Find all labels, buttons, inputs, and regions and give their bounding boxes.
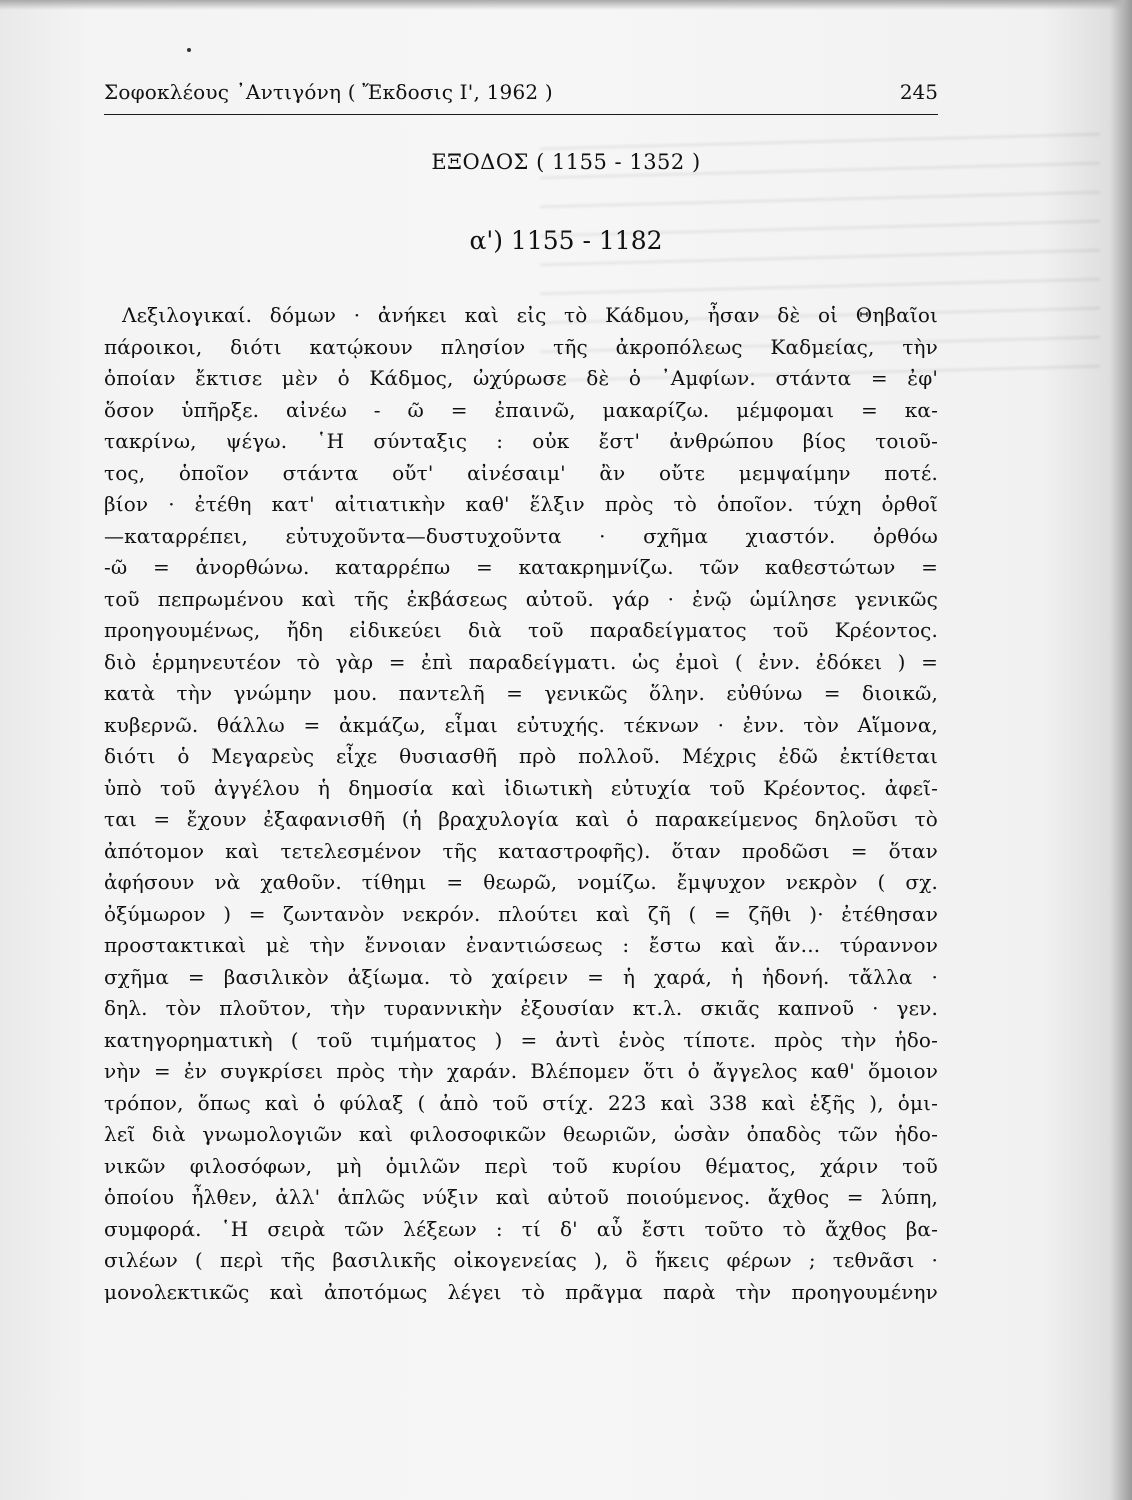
text-line: διότι ὁ Μεγαρεὺς εἶχε θυσιασθῆ πρὸ πολλοῦ. Μέχρις ἐδῶ ἐκτίθεται	[104, 744, 938, 768]
text-line: προηγουμένως, ἤδη εἰδικεύει διὰ τοῦ παραδείγματος τοῦ Κρέοντος.	[104, 618, 938, 642]
text-line: κατὰ τὴν γνώμην μου. παντελῆ = γενικῶς ὅλην. εὐθύνω = διοικῶ,	[104, 681, 938, 705]
text-line: ὁποίαν ἔκτισε μὲν ὁ Κάδμος, ὠχύρωσε δὲ ὁ ᾿Αμφίων. στάντα = ἐφ'	[104, 366, 938, 390]
text-line: κυβερνῶ. θάλλω = ἀκμάζω, εἶμαι εὐτυχής. τέκνων · ἐνν. τὸν Αἵμονα,	[104, 712, 938, 737]
text-line: ὀξύμωρον ) = ζωντανὸν νεκρόν. πλούτει καὶ ζῆ ( = ζῆθι )· ἐτέθησαν	[104, 901, 938, 926]
text-line: ται = ἔχουν ἐξαφανισθῆ (ἡ βραχυλογία καὶ ὁ παρακείμενος δηλοῦσι τὸ	[104, 807, 938, 831]
text-line: σχῆμα = βασιλικὸν ἀξίωμα. τὸ χαίρειν = ἡ χαρά, ἡ ἡδονή. τἄλλα ·	[104, 964, 938, 989]
text-line: κατηγορηματικὴ ( τοῦ τιμήματος ) = ἀντὶ ἑνὸς τίποτε. πρὸς τὴν ἡδο-	[104, 1027, 938, 1052]
text-line: ὁποίου ἦλθεν, ἀλλ' ἁπλῶς νύξιν καὶ αὐτοῦ ποιούμενος. ἄχθος = λύπη,	[104, 1185, 938, 1209]
text-line: μονολεκτικῶς καὶ ἀποτόμως λέγει τὸ πρᾶγμα παρὰ τὴν προηγουμένην	[104, 1279, 938, 1304]
text-line: νικῶν φιλοσόφων, μὴ ὁμιλῶν περὶ τοῦ κυρίου θέματος, χάριν τοῦ	[104, 1153, 938, 1178]
text-line: τος, ὁποῖον στάντα οὔτ' αἰνέσαιμ' ἂν οὔτε μεμψαίμην ποτέ.	[104, 460, 938, 485]
text-line: ἀπότομον καὶ τετελεσμένον τῆς καταστροφῆς). ὅταν προδῶσι = ὅταν	[104, 838, 938, 863]
text-line: ἀφήσουν νὰ χαθοῦν. τίθημι = θεωρῶ, νομίζω. ἔμψυχον νεκρὸν ( σχ.	[104, 870, 938, 894]
page-top-shadow	[0, 0, 1132, 10]
text-line: δηλ. τὸν πλοῦτον, τὴν τυραννικὴν ἐξουσίαν κτ.λ. σκιᾶς καπνοῦ · γεν.	[104, 996, 938, 1020]
text-line: βίον · ἐτέθη κατ' αἰτιατικὴν καθ' ἕλξιν πρὸς τὸ ὁποῖον. τύχη ὀρθοῖ	[104, 492, 938, 516]
text-line: τακρίνω, ψέγω. ῾Η σύνταξις : οὐκ ἔστ' ἀνθρώπου βίος τοιοῦ-	[104, 429, 938, 453]
text-line: ὑπὸ τοῦ ἀγγέλου ἡ δημοσία καὶ ἰδιωτικὴ εὐτυχία τοῦ Κρέοντος. ἀφεῖ-	[104, 775, 938, 800]
page-number: 245	[899, 80, 938, 104]
text-line: τρόπον, ὅπως καὶ ὁ φύλαξ ( ἀπὸ τοῦ στίχ. 223 καὶ 338 καὶ ἑξῆς ), ὁμι-	[104, 1090, 938, 1115]
text-line: συμφορά. ῾Η σειρὰ τῶν λέξεων : τί δ' αὖ ἔστι τοῦτο τὸ ἄχθος βα-	[104, 1216, 938, 1241]
text-line: τοῦ πεπρωμένου καὶ τῆς ἐκβάσεως αὐτοῦ. γάρ · ἐνῷ ὡμίλησε γενικῶς	[104, 586, 938, 611]
text-line: -ῶ = ἀνορθώνω. καταρρέπω = κατακρημνίζω. τῶν καθεστώτων =	[104, 555, 938, 579]
text-line: νὴν = ἐν συγκρίσει πρὸς τὴν χαράν. Βλέπομεν ὅτι ὁ ἄγγελος καθ' ὅμοιον	[104, 1059, 938, 1083]
header-rule	[104, 114, 938, 115]
text-line: προστακτικαὶ μὲ τὴν ἔννοιαν ἐναντιώσεως : ἔστω καὶ ἄν... τύραννον	[104, 933, 938, 957]
text-line: σιλέων ( περὶ τῆς βασιλικῆς οἰκογενείας ), ὃ ἥκεις φέρων ; τεθνᾶσι ·	[104, 1248, 938, 1272]
text-line: —καταρρέπει, εὐτυχοῦντα—δυστυχοῦντα · σχῆμα χιαστόν. ὀρθόω	[104, 523, 938, 548]
page-right-shadow	[1110, 0, 1132, 1500]
commentary-body	[104, 300, 938, 1308]
running-header	[104, 76, 938, 106]
text-line: διὸ ἑρμηνευτέον τὸ γὰρ = ἐπὶ παραδείγματι. ὡς ἐμοὶ ( ἐνν. ἐδόκει ) =	[104, 649, 938, 674]
text-line: Λεξιλογικαί. δόμων · ἀνήκει καὶ εἰς τὸ Κάδμου, ἦσαν δὲ οἱ Θηβαῖοι	[122, 303, 938, 327]
running-header-title: Σοφοκλέους ᾿Αντιγόνη ( Ἔκδοσις Ι', 1962 )	[104, 80, 553, 104]
ink-speck	[187, 48, 191, 52]
text-line: πάροικοι, διότι κατῴκουν πλησίον τῆς ἀκροπόλεως Καδμείας, τὴν	[104, 334, 938, 359]
section-title: ΕΞΟΔΟΣ ( 1155 - 1352 )	[431, 150, 701, 174]
text-line: λεῖ διὰ γνωμολογιῶν καὶ φιλοσοφικῶν θεωριῶν, ὡσὰν ὀπαδὸς τῶν ἡδο-	[104, 1122, 938, 1146]
subsection-title: α') 1155 - 1182	[469, 226, 663, 255]
text-line: ὅσον ὑπῆρξε. αἰνέω - ῶ = ἐπαινῶ, μακαρίζω. μέμφομαι = κα-	[104, 397, 938, 422]
